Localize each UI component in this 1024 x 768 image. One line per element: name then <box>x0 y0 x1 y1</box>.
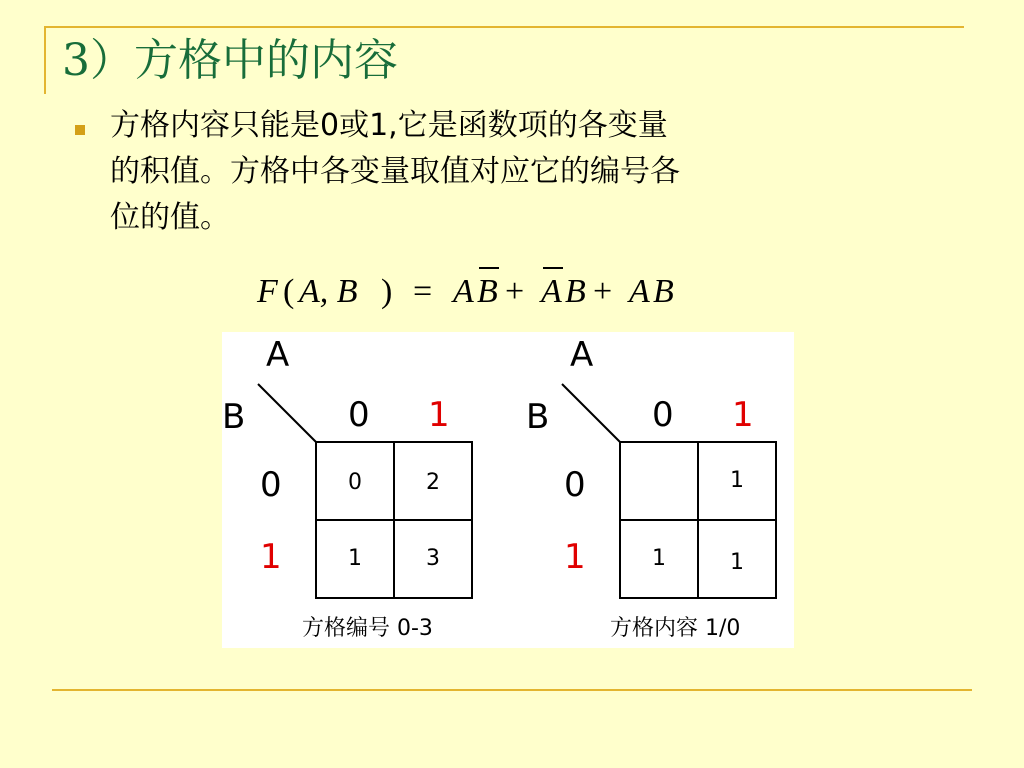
formula-func: F <box>257 273 278 310</box>
kmap-var-b: B <box>222 397 246 437</box>
kmap-var-a: A <box>266 335 290 375</box>
kmap-col-header-1: 1 <box>428 395 450 435</box>
kmap-cell: 1 <box>652 546 666 571</box>
bottom-rule <box>52 689 972 691</box>
formula-equals: = <box>413 273 433 310</box>
formula-var: A <box>453 273 474 310</box>
kmap-row-header-1: 1 <box>564 537 586 577</box>
kmap-cell: 1 <box>730 468 744 493</box>
formula-vars: A, B <box>299 273 358 310</box>
kmap-cell: 3 <box>426 546 440 571</box>
top-rule <box>44 26 964 28</box>
formula-var: A <box>541 273 562 310</box>
boolean-formula <box>255 262 815 310</box>
kmap-cell: 0 <box>348 470 362 495</box>
kmap-var-b: B <box>526 397 550 437</box>
formula-terms <box>451 268 674 310</box>
bullet-text: 方格内容只能是0或1,它是函数项的各变量 的积值。方格中各变量取值对应它的编号各 位的值。 <box>110 108 680 235</box>
formula-open-paren: ( <box>283 273 295 310</box>
kmap-diagonal <box>258 384 316 442</box>
kmap-cell: 1 <box>348 546 362 571</box>
kmap-diagonal <box>562 384 620 442</box>
kmap-contents <box>526 335 776 641</box>
kmap-col-header-1: 1 <box>732 395 754 435</box>
kmap-caption: 方格内容 1/0 <box>610 616 741 641</box>
kmap-row-header-0: 0 <box>564 465 586 505</box>
formula-var: A <box>629 273 650 310</box>
formula-plus: + <box>593 273 613 310</box>
kmap-col-header-0: 0 <box>652 395 674 435</box>
kmap-cell: 1 <box>730 550 744 575</box>
kmap-row-header-1: 1 <box>260 537 282 577</box>
kmap-svg <box>222 332 794 648</box>
formula-var: B <box>477 273 498 310</box>
bullet-square-icon <box>75 125 85 135</box>
slide-title: 3）方格中的内容 <box>62 35 398 86</box>
kmap-cell: 2 <box>426 470 440 495</box>
formula-var: B <box>565 273 586 310</box>
kmap-col-header-0: 0 <box>348 395 370 435</box>
left-rule <box>44 26 46 94</box>
formula-var: B <box>653 273 674 310</box>
kmap-row-header-0: 0 <box>260 465 282 505</box>
kmap-caption: 方格编号 0-3 <box>302 616 433 641</box>
formula-plus: + <box>505 273 525 310</box>
karnaugh-figure <box>222 332 794 648</box>
kmap-numbering <box>222 335 472 641</box>
formula-close-paren: ) <box>381 273 393 310</box>
kmap-var-a: A <box>570 335 594 375</box>
